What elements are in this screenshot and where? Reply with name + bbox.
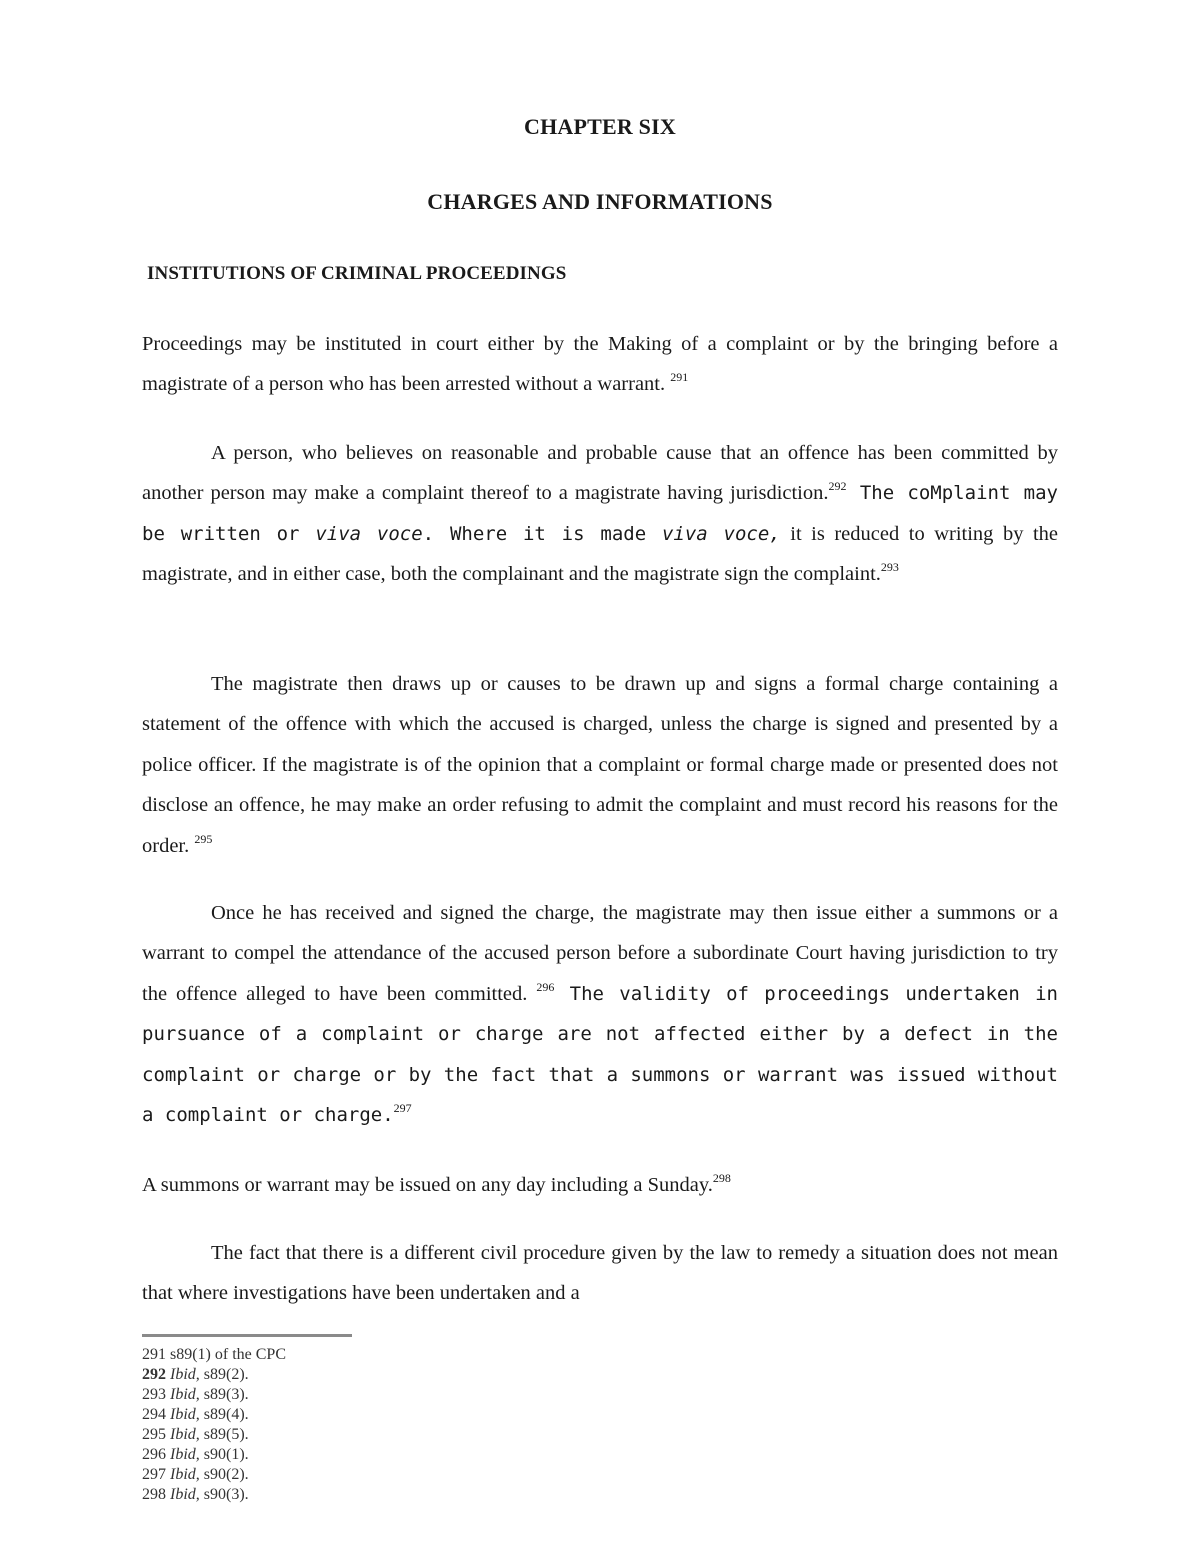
footnote-separator [142,1334,352,1337]
paragraph-2-part3: . Where it is made [422,522,662,545]
paragraph-3 [142,664,1058,866]
footnote-296 [142,1445,286,1465]
paragraph-2-part1: A person, who believes on reasonable and probable cause that an offence has been committed by another person may make a complaint thereof to a magistrate having jurisdiction. [142,442,1058,505]
footnote-ref-292: 292 [828,479,847,494]
footnote-295 [142,1425,286,1445]
footnote-ref-291: 291 [670,370,689,385]
footnote-text: s90(1). [199,1446,249,1463]
footnote-number: 295 [142,1426,166,1443]
footnote-number: 293 [142,1386,166,1403]
paragraph-1 [142,324,1058,405]
footnote-ref-298: 298 [712,1171,731,1185]
paragraph-2-part4: it is reduced to writing by the magistrate, and in either case, both the complainant and the magistrate sign the complaint. [142,522,1058,586]
footnote-298 [142,1485,286,1505]
footnote-number: 298 [142,1486,166,1503]
chapter-subtitle: CHARGES AND INFORMATIONS [427,189,773,214]
footnote-ref: Ibid, [170,1406,200,1423]
footnote-number: 292 [142,1366,166,1383]
footnote-text: s89(5). [199,1426,249,1443]
footnote-ref: Ibid, [170,1466,200,1483]
footnotes [142,1345,286,1505]
footnote-number: 291 [142,1346,166,1363]
footnote-ref: Ibid, [170,1366,200,1383]
footnote-297 [142,1465,286,1485]
footnote-292 [142,1365,286,1385]
paragraph-4 [142,893,1058,1135]
footnote-293 [142,1385,286,1405]
footnote-291 [142,1345,286,1365]
footnote-ref: Ibid, [170,1386,200,1403]
footnote-ref: Ibid, [170,1426,200,1443]
footnote-number: 294 [142,1406,166,1423]
paragraph-5 [142,1165,1058,1205]
paragraph-4-part2: The validity of proceedings undertaken in pursuance of a complaint or charge are not affected either by a defect in the complaint or charge or by the fact that a summons or warrant was issued without a complaint or charge. [142,982,1058,1127]
paragraph-2-italic-2: viva voce, [661,522,781,545]
footnote-text: s89(2). [199,1366,249,1383]
paragraph-6-text: The fact that there is a different civil procedure given by the law to remedy a situation does not mean that where investigations have been undertaken and a [142,1242,1058,1305]
paragraph-3-text: The magistrate then draws up or causes to be drawn up and signs a formal charge containing a statement of the offence with which the accused is charged, unless the charge is signed and presented by a police officer. If the magistrate is of the opinion that a complaint or formal charge made or presented does not disclose an offence, he may make an order refusing to admit the complaint and must record his reasons for the order. [142,673,1058,857]
footnote-text: s89(1) of the CPC [170,1346,286,1363]
footnote-ref-295: 295 [194,831,213,846]
chapter-title: CHAPTER SIX [524,114,676,139]
paragraph-2 [142,433,1058,595]
footnote-ref: Ibid, [170,1446,200,1463]
paragraph-4-part1: Once he has received and signed the charge, the magistrate may then issue either a summons or a warrant to compel the attendance of the accused person before a subordinate Court having jurisdiction to try the offence alleged to have been committed. [142,902,1058,1005]
footnote-294 [142,1405,286,1425]
footnote-text: s89(4). [199,1406,249,1423]
footnote-ref: Ibid, [170,1486,200,1503]
footnote-text: s90(2). [199,1466,249,1483]
footnote-ref-296: 296 [536,979,555,994]
paragraph-2-part2: The coMplaint may be written or [142,482,1058,545]
footnote-number: 297 [142,1466,166,1483]
paragraph-6 [142,1233,1058,1314]
footnote-ref-297: 297 [393,1101,412,1116]
footnote-text: s90(3). [199,1486,249,1503]
footnote-text: s89(3). [199,1386,249,1403]
footnote-number: 296 [142,1446,166,1463]
paragraph-5-text: A summons or warrant may be issued on any day including a Sunday. [142,1174,713,1196]
paragraph-1-text: Proceedings may be instituted in court either by the Making of a complaint or by the bringing before a magistrate of a person who has been arrested without a warrant. [142,333,1058,396]
paragraph-2-italic-1: viva voce [315,522,423,545]
footnote-ref-293: 293 [880,560,899,575]
section-heading: INSTITUTIONS OF CRIMINAL PROCEEDINGS [147,263,567,284]
